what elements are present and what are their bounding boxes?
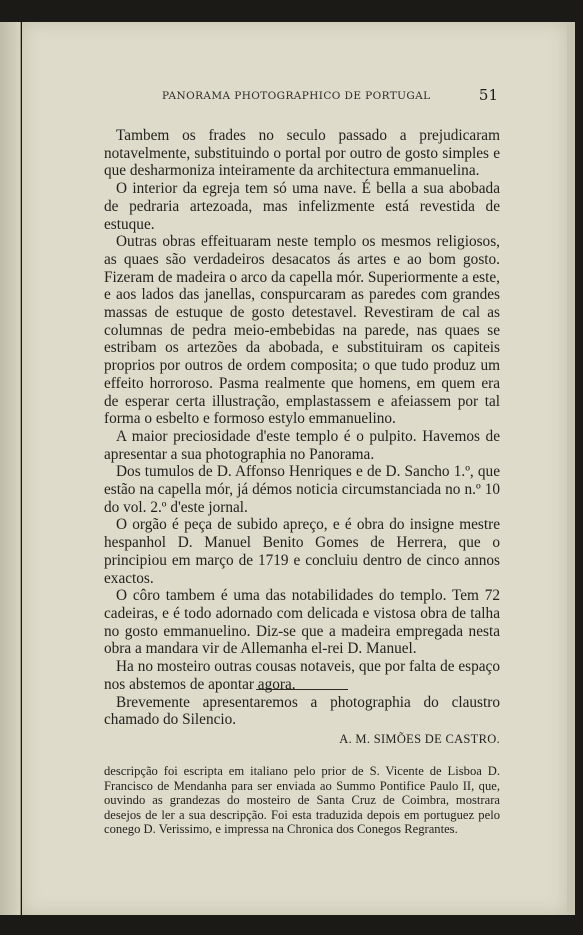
page-header: [140, 88, 498, 106]
paragraph: O côro tambem é uma das notabilidades do templo. Tem 72 cadeiras, e é todo adornado com delicada e vistosa obra de talha no gosto emmanuelino. Diz-se que a madeira empregada nesta obra a mandara vir de Allemanha el-rei D. Manuel.: [104, 587, 500, 658]
page-number: 51: [478, 86, 498, 104]
paragraph: Tambem os frades no seculo passado a prejudicaram notavelmente, substituindo o portal por outro de gosto simples e que desharmoniza inteiramente da architectura emmanuelina.: [104, 127, 500, 180]
paragraph: Dos tumulos de D. Affonso Henriques e de D. Sancho 1.º, que estão na capella mór, já démos noticia circumstanciada no n.º 10 do vol. 2.º d'este jornal.: [104, 463, 500, 516]
paragraph: O interior da egreja tem só uma nave. É bella a sua abobada de pedraria artezoada, mas infelizmente está revestida de estuque.: [104, 180, 500, 233]
footnote: descripção foi escripta em italiano pelo prior de S. Vicente de Lisboa D. Francisco de Mendanha para ser enviada ao Summo Pontifice Paulo II, que, ouvindo as grandezas do mosteiro de Santa Cruz de Coimbra, mostrara desejos de ler a sua descripção. Foi esta traduzida depois em portuguez pelo conego D. Verissimo, e impressa na Chronica dos Conegos Regrantes.: [104, 764, 500, 836]
running-title: PANORAMA PHOTOGRAPHICO DE PORTUGAL: [162, 90, 431, 102]
footnote-separator: [256, 689, 348, 690]
paragraph: Ha no mosteiro outras cousas notaveis, que por falta de espaço nos abstemos de apontar agora.: [104, 658, 500, 693]
author-signature: A. M. SIMÕES DE CASTRO.: [339, 731, 500, 746]
paragraph: O orgão é peça de subido apreço, e é obra do insigne mestre hespanhol D. Manuel Benito Gomes de Herrera, que o principiou em março de 1719 e concluiu dentro de cinco annos exactos.: [104, 516, 500, 587]
page-edge-right: [567, 22, 575, 915]
article-body: [104, 127, 500, 749]
paragraph: Brevemente apresentaremos a photographia do claustro chamado do Silencio.: [104, 693, 500, 729]
paragraph: Outras obras effeituaram neste templo os mesmos religiosos, as quaes são verdadeiros desacatos ás artes e ao bom gosto. Fizeram de madeira o arco da capella mór. Superiormente a este, e aos lados das janellas, conspurcaram as paredes com grandes massas de estuque de gosto detestavel. Revestiram de cal as columnas de pedra meio-embebidas na parede, nas quaes se estribam os artezões da abobada, e substituiram os capiteis proprios por outros de ordem composita; o que tudo produz um effeito horroroso. Pasma realmente que homens, em quem era de esperar certa illustração, emplastassem e afeiassem por tal forma o esbelto e formoso estylo emmanuelino.: [104, 233, 500, 428]
previous-page-edge: [0, 22, 21, 915]
paragraph: A maior preciosidade d'este templo é o pulpito. Havemos de apresentar a sua photographia no Panorama.: [104, 427, 500, 463]
